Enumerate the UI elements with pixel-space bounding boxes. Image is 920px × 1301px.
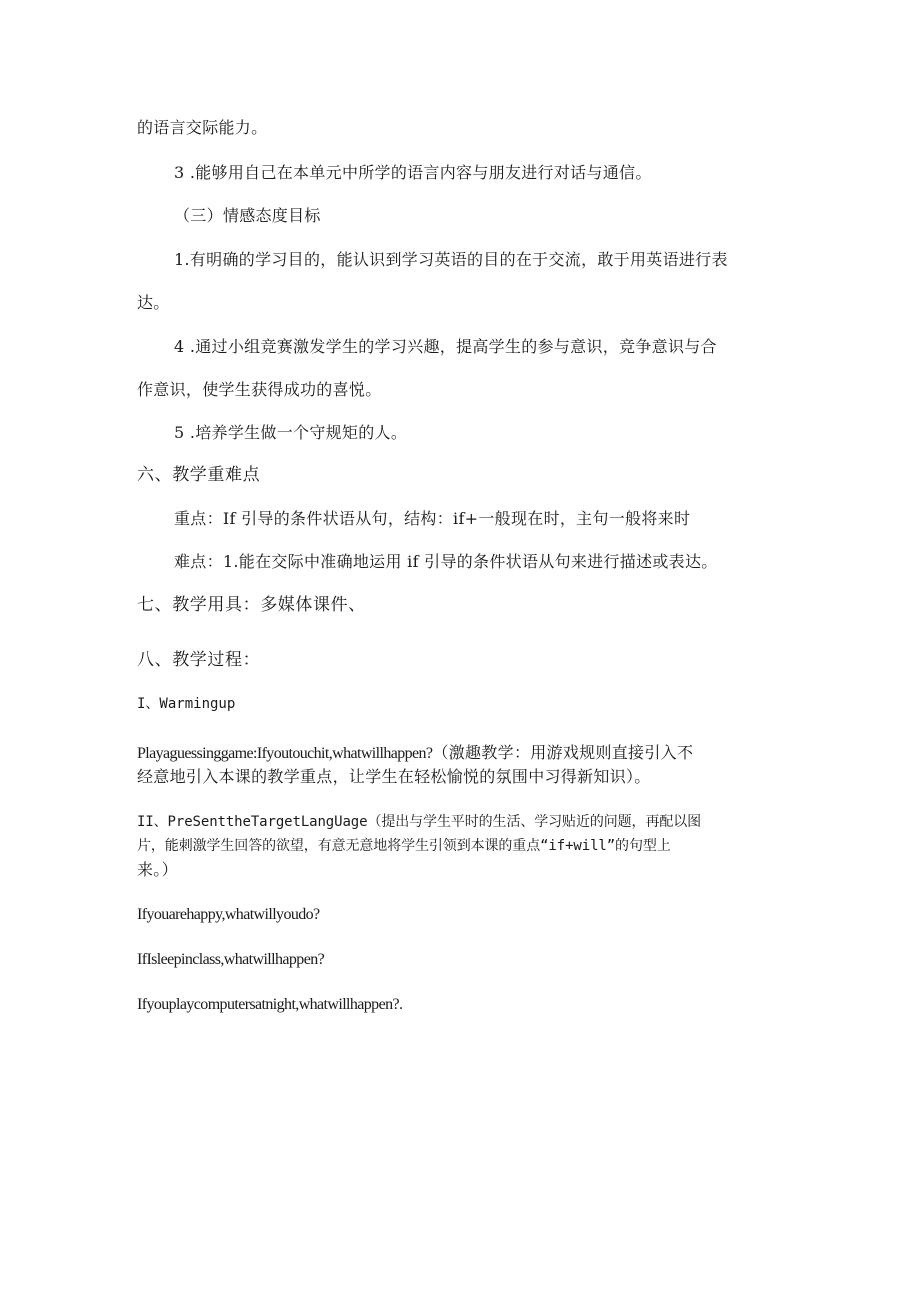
- step-heading-warmingup: I、Warmingup: [137, 696, 236, 712]
- present-note-line-2: 片，能刺激学生回答的欲望，有意无意地将学生引领到本课的重点“if+will”的句型上: [137, 838, 671, 854]
- section-heading-8: 八、教学过程：: [137, 650, 261, 670]
- section-heading-7: 七、教学用具：多媒体课件、: [137, 595, 366, 615]
- list-item-4: 4 .通过小组竞赛激发学生的学习兴趣，提高学生的参与意识，竞争意识与合: [174, 337, 717, 356]
- key-point-line: 重点：If 引导的条件状语从句，结构：if+一般现在时，主句一般将来时: [174, 509, 691, 528]
- warmingup-english: Playaguessinggame:Ifyoutouchit,whatwillhappen?: [137, 745, 433, 762]
- list-item-1-continuation: 达。: [137, 293, 170, 312]
- paragraph-line: 的语言交际能力。: [137, 118, 268, 137]
- list-item-4-continuation: 作意识，使学生获得成功的喜悦。: [137, 380, 382, 399]
- example-sentence-2: IfIsleepinclass,whatwillhappen?: [137, 951, 325, 968]
- warmingup-note-continuation: 经意地引入本课的教学重点，让学生在轻松愉悦的氛围中习得新知识）。: [137, 767, 651, 786]
- example-sentence-1: Ifyouarehappy,whatwillyoudo?: [137, 906, 320, 923]
- list-item-5: 5 .培养学生做一个守规矩的人。: [174, 423, 408, 442]
- difficult-point-line: 难点：1.能在交际中准确地运用 if 引导的条件状语从句来进行描述或表达。: [174, 552, 718, 571]
- subsection-heading: （三）情感态度目标: [174, 206, 321, 225]
- warmingup-line: [137, 743, 693, 764]
- example-sentence-3: Ifyouplaycomputersatnight,whatwillhappen?.: [137, 996, 403, 1013]
- present-note-line-3: 来。）: [137, 860, 178, 879]
- warmingup-note: （激趣教学：用游戏规则直接引入不: [432, 743, 694, 762]
- list-item-1: 1.有明确的学习目的，能认识到学习英语的目的在于交流，敢于用英语进行表: [174, 250, 728, 269]
- list-item-3: 3 .能够用自己在本单元中所学的语言内容与朋友进行对话与通信。: [174, 163, 652, 182]
- section-heading-6: 六、教学重难点: [137, 465, 261, 485]
- step-heading-present: II、PreSenttheTargetLangUage（提出与学生平时的生活、学习贴近的问题，再配以图: [137, 814, 702, 830]
